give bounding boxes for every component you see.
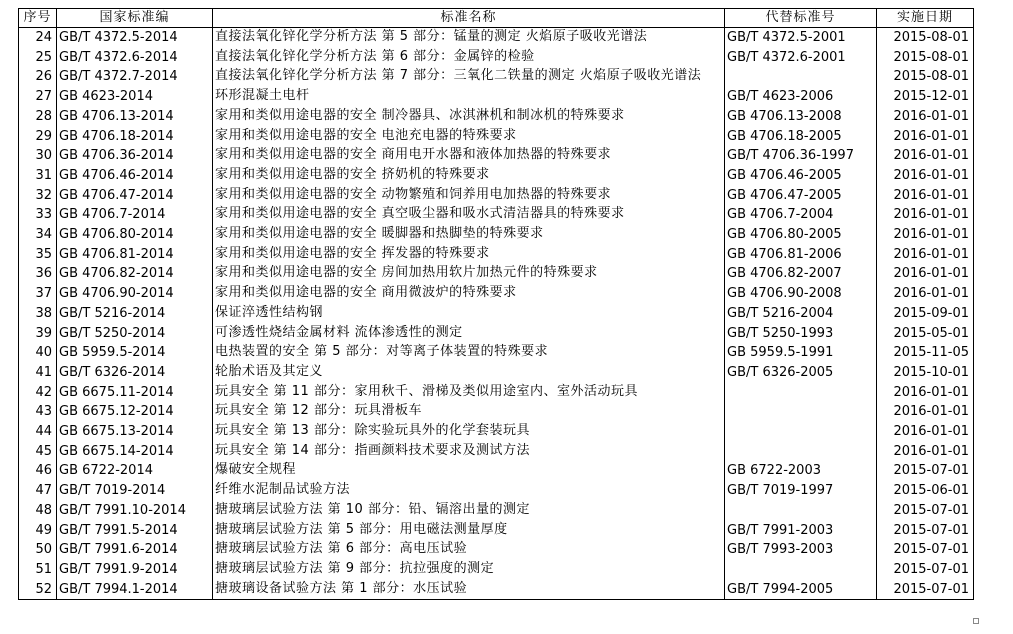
standard-name-cell: 家用和类似用途电器的安全 商用微波炉的特殊要求 [213,284,725,304]
standard-code-cell: GB 4706.82-2014 [57,264,213,284]
table-resize-handle[interactable] [973,618,979,624]
serial-no-cell: 43 [19,402,57,422]
standard-name-cell: 家用和类似用途电器的安全 挤奶机的特殊要求 [213,166,725,186]
standard-code-cell: GB 4706.13-2014 [57,107,213,127]
standard-code-cell: GB/T 7994.1-2014 [57,580,213,600]
effective-date-cell: 2015-06-01 [877,481,974,501]
standard-name-cell: 家用和类似用途电器的安全 动物繁殖和饲养用电加热器的特殊要求 [213,186,725,206]
standard-name-cell: 直接法氧化锌化学分析方法 第 5 部分：锰量的测定 火焰原子吸收光谱法 [213,28,725,48]
serial-no-cell: 38 [19,304,57,324]
effective-date-cell: 2015-12-01 [877,87,974,107]
effective-date-cell: 2015-11-05 [877,343,974,363]
serial-no-cell: 49 [19,521,57,541]
standard-name-cell: 直接法氧化锌化学分析方法 第 7 部分：三氧化二铁量的测定 火焰原子吸收光谱法 [213,67,725,87]
replaced-standard-cell [725,560,877,580]
standard-code-cell: GB/T 4372.7-2014 [57,67,213,87]
serial-no-cell: 42 [19,383,57,403]
standard-name-cell: 家用和类似用途电器的安全 制冷器具、冰淇淋机和制冰机的特殊要求 [213,107,725,127]
table-row [19,402,974,422]
table-row [19,48,974,68]
table-row [19,67,974,87]
standard-name-cell: 家用和类似用途电器的安全 挥发器的特殊要求 [213,245,725,265]
table-row [19,580,974,600]
table-row [19,28,974,48]
standard-code-cell: GB 4623-2014 [57,87,213,107]
table-row [19,87,974,107]
standard-code-cell: GB/T 7991.5-2014 [57,521,213,541]
serial-no-cell: 34 [19,225,57,245]
standard-code-cell: GB/T 7991.10-2014 [57,501,213,521]
standard-name-cell: 家用和类似用途电器的安全 电池充电器的特殊要求 [213,127,725,147]
standard-name-cell: 搪玻璃层试验方法 第 6 部分：高电压试验 [213,540,725,560]
serial-no-cell: 25 [19,48,57,68]
header-standard-code: 国家标准编 [57,9,213,28]
serial-no-cell: 52 [19,580,57,600]
standard-name-cell: 搪玻璃层试验方法 第 9 部分：抗拉强度的测定 [213,560,725,580]
table-row [19,383,974,403]
serial-no-cell: 37 [19,284,57,304]
replaced-standard-cell: GB 4706.7-2004 [725,205,877,225]
table-row [19,107,974,127]
replaced-standard-cell: GB 4706.18-2005 [725,127,877,147]
serial-no-cell: 50 [19,540,57,560]
standard-code-cell: GB 6675.11-2014 [57,383,213,403]
effective-date-cell: 2016-01-01 [877,107,974,127]
serial-no-cell: 27 [19,87,57,107]
header-serial-no: 序号 [19,9,57,28]
standard-code-cell: GB 5959.5-2014 [57,343,213,363]
effective-date-cell: 2016-01-01 [877,205,974,225]
table-row [19,481,974,501]
serial-no-cell: 40 [19,343,57,363]
serial-no-cell: 29 [19,127,57,147]
table-row [19,521,974,541]
effective-date-cell: 2016-01-01 [877,127,974,147]
effective-date-cell: 2016-01-01 [877,225,974,245]
effective-date-cell: 2015-07-01 [877,580,974,600]
replaced-standard-cell [725,67,877,87]
standard-name-cell: 环形混凝土电杆 [213,87,725,107]
serial-no-cell: 46 [19,461,57,481]
standard-code-cell: GB 4706.18-2014 [57,127,213,147]
effective-date-cell: 2015-07-01 [877,501,974,521]
replaced-standard-cell: GB 5959.5-1991 [725,343,877,363]
effective-date-cell: 2016-01-01 [877,383,974,403]
standard-code-cell: GB 6675.12-2014 [57,402,213,422]
effective-date-cell: 2016-01-01 [877,146,974,166]
replaced-standard-cell: GB 4706.82-2007 [725,264,877,284]
standard-code-cell: GB/T 4372.6-2014 [57,48,213,68]
replaced-standard-cell: GB/T 7991-2003 [725,521,877,541]
table-row [19,166,974,186]
table-row [19,363,974,383]
standard-name-cell: 玩具安全 第 12 部分：玩具滑板车 [213,402,725,422]
replaced-standard-cell: GB/T 7019-1997 [725,481,877,501]
standard-name-cell: 搪玻璃设备试验方法 第 1 部分：水压试验 [213,580,725,600]
standard-code-cell: GB 4706.46-2014 [57,166,213,186]
table-row [19,127,974,147]
replaced-standard-cell: GB/T 7994-2005 [725,580,877,600]
effective-date-cell: 2015-07-01 [877,540,974,560]
serial-no-cell: 51 [19,560,57,580]
standard-code-cell: GB 6675.13-2014 [57,422,213,442]
table-row [19,264,974,284]
standard-name-cell: 电热装置的安全 第 5 部分：对等离子体装置的特殊要求 [213,343,725,363]
effective-date-cell: 2015-10-01 [877,363,974,383]
replaced-standard-cell [725,402,877,422]
standard-code-cell: GB 6675.14-2014 [57,442,213,462]
table-row [19,245,974,265]
effective-date-cell: 2015-08-01 [877,48,974,68]
serial-no-cell: 44 [19,422,57,442]
replaced-standard-cell: GB 4706.81-2006 [725,245,877,265]
table-row [19,205,974,225]
serial-no-cell: 36 [19,264,57,284]
standard-name-cell: 纤维水泥制品试验方法 [213,481,725,501]
serial-no-cell: 47 [19,481,57,501]
standards-table [18,8,974,600]
effective-date-cell: 2015-07-01 [877,560,974,580]
replaced-standard-cell: GB/T 6326-2005 [725,363,877,383]
table-row [19,284,974,304]
standard-name-cell: 家用和类似用途电器的安全 暖脚器和热脚垫的特殊要求 [213,225,725,245]
effective-date-cell: 2016-01-01 [877,284,974,304]
replaced-standard-cell: GB/T 4706.36-1997 [725,146,877,166]
table-row [19,343,974,363]
replaced-standard-cell: GB 4706.46-2005 [725,166,877,186]
standard-name-cell: 家用和类似用途电器的安全 房间加热用软片加热元件的特殊要求 [213,264,725,284]
effective-date-cell: 2015-09-01 [877,304,974,324]
standard-code-cell: GB 4706.90-2014 [57,284,213,304]
replaced-standard-cell: GB/T 5216-2004 [725,304,877,324]
replaced-standard-cell: GB/T 7993-2003 [725,540,877,560]
effective-date-cell: 2016-01-01 [877,166,974,186]
standard-code-cell: GB 4706.81-2014 [57,245,213,265]
table-row [19,442,974,462]
standard-code-cell: GB/T 6326-2014 [57,363,213,383]
standard-name-cell: 玩具安全 第 11 部分：家用秋千、滑梯及类似用途室内、室外活动玩具 [213,383,725,403]
standard-name-cell: 爆破安全规程 [213,461,725,481]
standard-code-cell: GB/T 7019-2014 [57,481,213,501]
effective-date-cell: 2015-07-01 [877,461,974,481]
serial-no-cell: 24 [19,28,57,48]
serial-no-cell: 28 [19,107,57,127]
table-header-row [19,9,974,28]
effective-date-cell: 2016-01-01 [877,442,974,462]
effective-date-cell: 2015-08-01 [877,67,974,87]
standard-name-cell: 玩具安全 第 14 部分：指画颜料技术要求及测试方法 [213,442,725,462]
header-standard-name: 标准名称 [213,9,725,28]
replaced-standard-cell: GB 4706.13-2008 [725,107,877,127]
standard-code-cell: GB/T 5216-2014 [57,304,213,324]
standard-name-cell: 直接法氧化锌化学分析方法 第 6 部分：金属锌的检验 [213,48,725,68]
replaced-standard-cell [725,442,877,462]
standard-name-cell: 搪玻璃层试验方法 第 5 部分：用电磁法测量厚度 [213,521,725,541]
serial-no-cell: 45 [19,442,57,462]
replaced-standard-cell [725,501,877,521]
standard-name-cell: 搪玻璃层试验方法 第 10 部分：铅、镉溶出量的测定 [213,501,725,521]
standard-name-cell: 家用和类似用途电器的安全 商用电开水器和液体加热器的特殊要求 [213,146,725,166]
standard-name-cell: 轮胎术语及其定义 [213,363,725,383]
replaced-standard-cell: GB 6722-2003 [725,461,877,481]
standard-code-cell: GB 4706.80-2014 [57,225,213,245]
standard-code-cell: GB/T 4372.5-2014 [57,28,213,48]
header-effective-date: 实施日期 [877,9,974,28]
standard-name-cell: 可渗透性烧结金属材料 流体渗透性的测定 [213,324,725,344]
table-row [19,225,974,245]
serial-no-cell: 39 [19,324,57,344]
replaced-standard-cell: GB/T 4623-2006 [725,87,877,107]
standard-code-cell: GB/T 7991.6-2014 [57,540,213,560]
serial-no-cell: 33 [19,205,57,225]
effective-date-cell: 2015-05-01 [877,324,974,344]
table-row [19,422,974,442]
standard-code-cell: GB 6722-2014 [57,461,213,481]
effective-date-cell: 2016-01-01 [877,186,974,206]
effective-date-cell: 2016-01-01 [877,245,974,265]
effective-date-cell: 2015-07-01 [877,521,974,541]
header-replaced-standard: 代替标准号 [725,9,877,28]
table-row [19,501,974,521]
replaced-standard-cell [725,422,877,442]
standard-code-cell: GB 4706.47-2014 [57,186,213,206]
replaced-standard-cell: GB 4706.80-2005 [725,225,877,245]
standard-name-cell: 保证淬透性结构钢 [213,304,725,324]
serial-no-cell: 30 [19,146,57,166]
replaced-standard-cell: GB 4706.90-2008 [725,284,877,304]
table-row [19,540,974,560]
replaced-standard-cell: GB/T 5250-1993 [725,324,877,344]
replaced-standard-cell: GB 4706.47-2005 [725,186,877,206]
standard-code-cell: GB 4706.36-2014 [57,146,213,166]
standard-code-cell: GB/T 5250-2014 [57,324,213,344]
table-row [19,304,974,324]
replaced-standard-cell: GB/T 4372.5-2001 [725,28,877,48]
serial-no-cell: 41 [19,363,57,383]
table-row [19,146,974,166]
table-row [19,461,974,481]
standard-name-cell: 玩具安全 第 13 部分：除实验玩具外的化学套装玩具 [213,422,725,442]
standard-name-cell: 家用和类似用途电器的安全 真空吸尘器和吸水式清洁器具的特殊要求 [213,205,725,225]
effective-date-cell: 2016-01-01 [877,422,974,442]
standard-code-cell: GB/T 7991.9-2014 [57,560,213,580]
effective-date-cell: 2016-01-01 [877,264,974,284]
serial-no-cell: 26 [19,67,57,87]
effective-date-cell: 2016-01-01 [877,402,974,422]
standard-code-cell: GB 4706.7-2014 [57,205,213,225]
table-row [19,560,974,580]
table-row [19,324,974,344]
serial-no-cell: 32 [19,186,57,206]
serial-no-cell: 35 [19,245,57,265]
table-row [19,186,974,206]
serial-no-cell: 48 [19,501,57,521]
replaced-standard-cell [725,383,877,403]
replaced-standard-cell: GB/T 4372.6-2001 [725,48,877,68]
serial-no-cell: 31 [19,166,57,186]
effective-date-cell: 2015-08-01 [877,28,974,48]
